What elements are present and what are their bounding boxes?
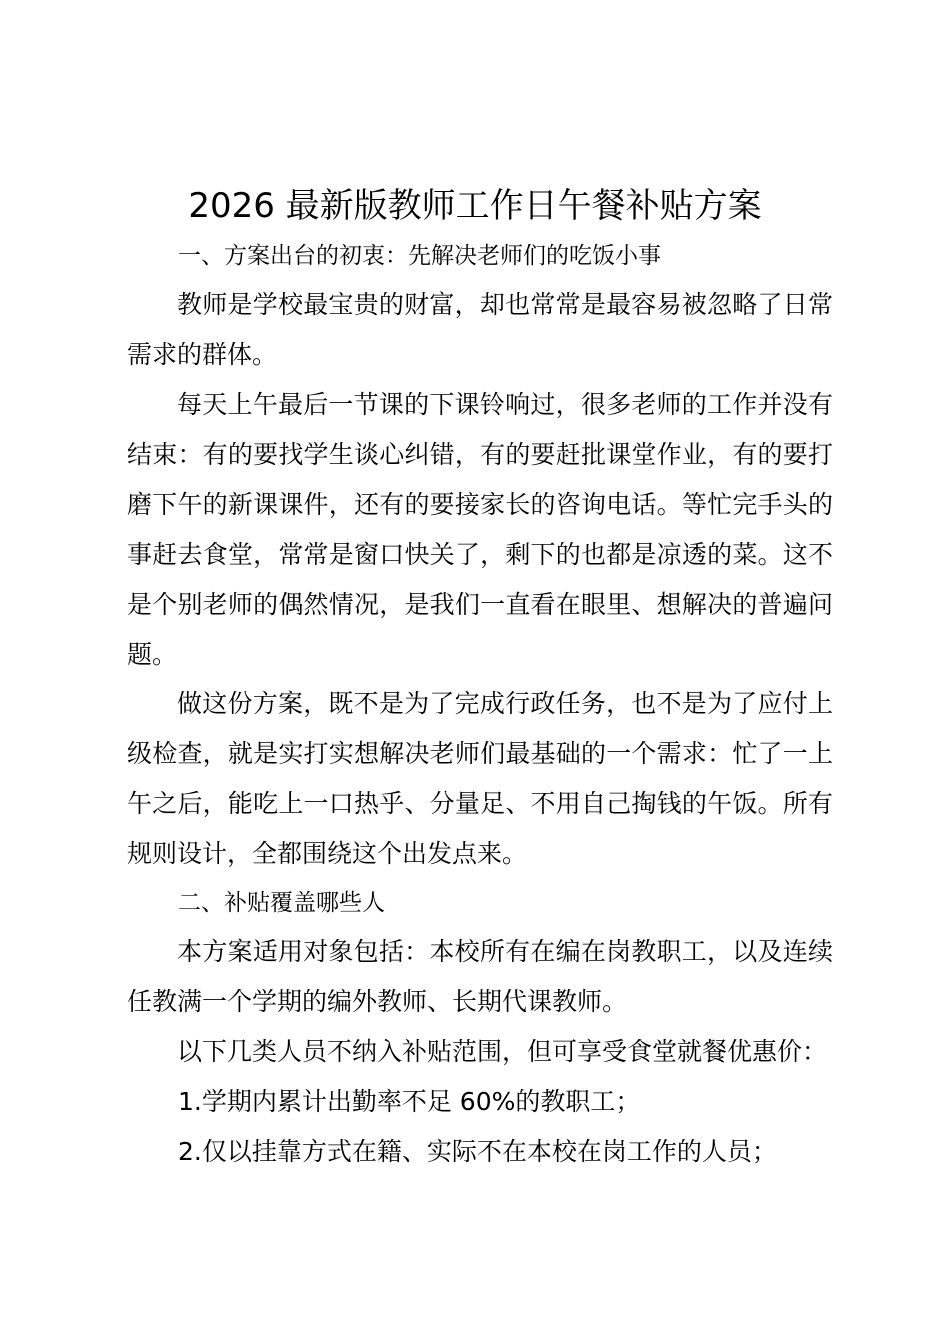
- list-item-1: 1.学期内累计出勤率不足 60%的教职工；: [178, 1087, 641, 1116]
- paragraph-1: 教师是学校最宝贵的财富，却也常常是最容易被忽略了日常需求的群体。: [127, 290, 833, 369]
- paragraph-5: 以下几类人员不纳入补贴范围，但可享受食堂就餐优惠价：: [177, 1037, 828, 1066]
- list-item-2: 2.仅以挂靠方式在籍、实际不在本校在岗工作的人员；: [178, 1137, 777, 1166]
- section-heading-1: 一、方案出台的初衷：先解决老师们的吃饭小事: [178, 243, 661, 269]
- paragraph-2: 每天上午最后一节课的下课铃响过，很多老师的工作并没有结束：有的要找学生谈心纠错，有的要赶批课堂作业，有的要打磨下午的新课课件，还有的要接家长的咨询电话。等忙完手头的事赶去食堂，常常是窗口快关了，剩下的也都是凉透的菜。这不是个别老师的偶然情况，是我们一直看在眼里、想解决的普遍问题。: [127, 390, 833, 669]
- paragraph-4: 本方案适用对象包括：本校所有在编在岗教职工，以及连续任教满一个学期的编外教师、长期代课教师。: [127, 937, 833, 1016]
- section-heading-2: 二、补贴覆盖哪些人: [178, 890, 385, 916]
- document-title: 2026 最新版教师工作日午餐补贴方案: [188, 186, 762, 226]
- paragraph-3: 做这份方案，既不是为了完成行政任务，也不是为了应付上级检查，就是实打实想解决老师们最基础的一个需求：忙了一上午之后，能吃上一口热乎、分量足、不用自己掏钱的午饭。所有规则设计，全都围绕这个出发点来。: [127, 689, 833, 868]
